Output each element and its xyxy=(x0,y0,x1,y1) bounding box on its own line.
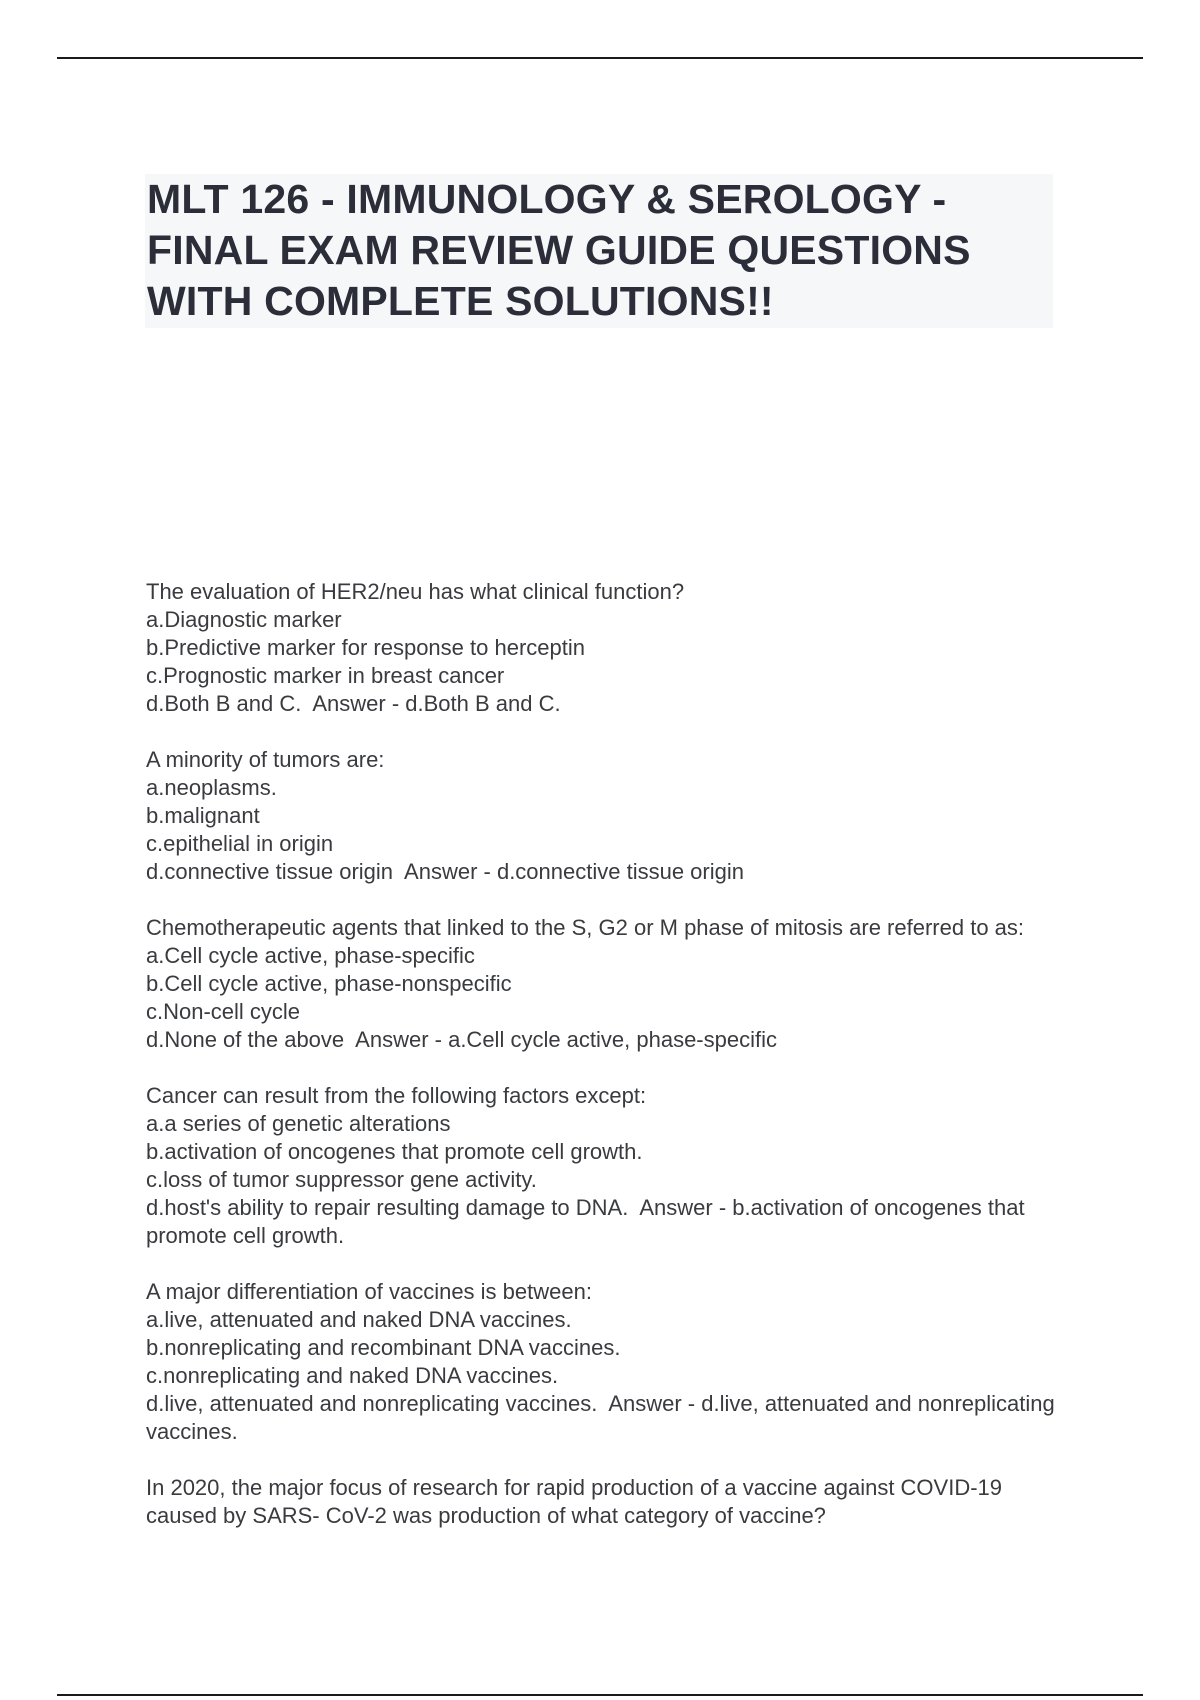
option-b: b.activation of oncogenes that promote cell growth. xyxy=(146,1139,643,1164)
option-a: a.a series of genetic alterations xyxy=(146,1111,451,1136)
answer-text: Answer - a.Cell cycle active, phase-specific xyxy=(355,1027,777,1052)
option-b: b.Cell cycle active, phase-nonspecific xyxy=(146,971,512,996)
option-b: b.malignant xyxy=(146,803,260,828)
question-item-5 xyxy=(146,1278,1066,1446)
option-a: a.Diagnostic marker xyxy=(146,607,342,632)
question-text: Chemotherapeutic agents that linked to the S, G2 or M phase of mitosis are referred to as: xyxy=(146,915,1025,940)
option-c: c.epithelial in origin xyxy=(146,831,334,856)
document-title: MLT 126 - IMMUNOLOGY & SEROLOGY - FINAL EXAM REVIEW GUIDE QUESTIONS WITH COMPLETE SOLUTIONS!! xyxy=(147,176,971,324)
question-item-2 xyxy=(146,746,1066,886)
option-a: a.Cell cycle active, phase-specific xyxy=(146,943,475,968)
answer-text: Answer - d.live, attenuated and nonreplicating vaccines. xyxy=(146,1391,1055,1444)
option-b: b.nonreplicating and recombinant DNA vaccines. xyxy=(146,1335,621,1360)
question-text: Cancer can result from the following factors except: xyxy=(146,1083,647,1108)
option-d-with-answer xyxy=(146,1390,1066,1446)
answer-text: Answer - d.Both B and C. xyxy=(312,691,561,716)
option-d: d.host's ability to repair resulting damage to DNA. xyxy=(146,1195,629,1220)
option-c: c.nonreplicating and naked DNA vaccines. xyxy=(146,1363,559,1388)
option-d-with-answer xyxy=(146,1194,1066,1250)
option-d-with-answer xyxy=(146,1026,1066,1054)
question-item-6 xyxy=(146,1474,1066,1530)
top-divider xyxy=(57,57,1143,59)
question-text: A minority of tumors are: xyxy=(146,747,385,772)
option-d-with-answer xyxy=(146,858,1066,886)
option-d-with-answer xyxy=(146,690,1066,718)
question-text: The evaluation of HER2/neu has what clinical function? xyxy=(146,579,685,604)
question-text: In 2020, the major focus of research for rapid production of a vaccine against COVID-19 caused by SARS- CoV-2 was production of what category of vaccine? xyxy=(146,1475,1003,1528)
option-d: d.live, attenuated and nonreplicating vaccines. xyxy=(146,1391,598,1416)
option-d: d.None of the above xyxy=(146,1027,345,1052)
option-a: a.live, attenuated and naked DNA vaccines. xyxy=(146,1307,572,1332)
option-d: d.Both B and C. xyxy=(146,691,302,716)
option-a: a.neoplasms. xyxy=(146,775,277,800)
option-c: c.loss of tumor suppressor gene activity. xyxy=(146,1167,537,1192)
question-item-4 xyxy=(146,1082,1066,1250)
question-item-1 xyxy=(146,578,1066,718)
option-c: c.Prognostic marker in breast cancer xyxy=(146,663,505,688)
answer-text: Answer - b.activation of oncogenes that promote cell growth. xyxy=(146,1195,1025,1248)
option-d: d.connective tissue origin xyxy=(146,859,394,884)
question-list xyxy=(146,578,1066,1558)
question-item-3 xyxy=(146,914,1066,1054)
answer-text: Answer - d.connective tissue origin xyxy=(404,859,744,884)
question-text: A major differentiation of vaccines is between: xyxy=(146,1279,592,1304)
option-c: c.Non-cell cycle xyxy=(146,999,301,1024)
bottom-divider xyxy=(57,1694,1143,1696)
option-b: b.Predictive marker for response to herceptin xyxy=(146,635,585,660)
title-block xyxy=(145,174,1053,328)
